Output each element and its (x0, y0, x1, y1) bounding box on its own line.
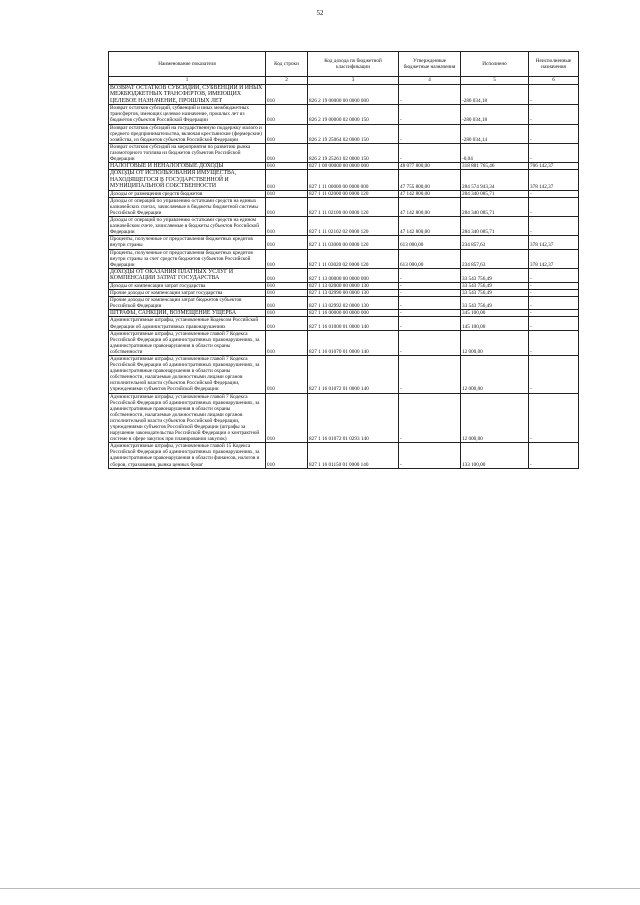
column-number: 1 (109, 77, 266, 85)
row-kbk: 827 1 16 01070 01 0000 140 (308, 330, 399, 355)
table-row (109, 124, 579, 143)
row-executed: 12 000,00 (461, 330, 529, 355)
table-row (109, 443, 579, 468)
row-code: 010 (266, 289, 308, 296)
row-code: 010 (266, 170, 308, 190)
row-name: Доходы от размещения средств бюджетов (109, 190, 266, 197)
row-code: 010 (266, 217, 308, 236)
row-code: 010 (266, 85, 308, 105)
page-footer-line (0, 888, 640, 889)
row-executed: -280 034,18 (461, 105, 529, 124)
row-kbk: 827 1 16 01150 01 0000 140 (308, 443, 399, 468)
row-name: Административные штрафы, установленные главой 15 Кодекса Российской Федерации об административных правонарушениях, за административные правонарушения в области финансов, налогов и сборов, страхования, рынка ценных бумаг (109, 443, 266, 468)
header-code: Код строки (266, 52, 308, 77)
row-unexecuted: - (529, 296, 579, 309)
row-unexecuted: 378 142,37 (529, 249, 579, 268)
row-approved: 47 142 800,00 (399, 197, 461, 216)
row-approved: - (399, 124, 461, 143)
row-code: 010 (266, 197, 308, 216)
table-row (109, 393, 579, 443)
table-row (109, 282, 579, 289)
report-body (109, 85, 579, 469)
header-unexecuted: Неисполненные назначения (529, 52, 579, 77)
table-row (109, 105, 579, 124)
row-name: ДОХОДЫ ОТ ИСПОЛЬЗОВАНИЯ ИМУЩЕСТВА, НАХОДЯЩЕГОСЯ В ГОСУДАРСТВЕННОЙ И МУНИЦИПАЛЬНОЙ СОБСТВЕННОСТИ (109, 170, 266, 190)
row-unexecuted: - (529, 268, 579, 282)
row-name: Возврат остатков субсидий, субвенций и иных межбюджетных трансфертов, имеющих целевое назначение, прошлых лет из бюджетов субъектов Российской Федерации (109, 105, 266, 124)
row-approved: - (399, 282, 461, 289)
row-approved: - (399, 296, 461, 309)
row-unexecuted: - (529, 143, 579, 162)
row-executed: 33 543 756,49 (461, 268, 529, 282)
row-unexecuted: - (529, 105, 579, 124)
header-kbk: Код дохода по бюджетной классификации (308, 52, 399, 77)
row-approved: - (399, 443, 461, 468)
row-name: Доходы от операций по управлению остатками средств на едином казначейском счете, зачисляемые в бюджеты субъектов Российской Федерации (109, 217, 266, 236)
row-executed: 133 100,00 (461, 443, 529, 468)
row-approved: - (399, 289, 461, 296)
row-executed: 345 100,00 (461, 310, 529, 317)
column-number: 2 (266, 77, 308, 85)
column-number: 3 (308, 77, 399, 85)
row-name: Прочие доходы от компенсации затрат государства (109, 289, 266, 296)
header-row (109, 52, 579, 77)
column-number-row (109, 77, 579, 85)
table-row (109, 143, 579, 162)
row-executed: 145 100,00 (461, 317, 529, 330)
row-code: 010 (266, 124, 308, 143)
row-executed: 234 857,63 (461, 236, 529, 249)
row-approved: 47 142 800,00 (399, 217, 461, 236)
table-row (109, 170, 579, 190)
row-unexecuted: 706 142,37 (529, 163, 579, 170)
row-unexecuted: - (529, 124, 579, 143)
row-executed: 284 340 085,71 (461, 197, 529, 216)
table-row (109, 310, 579, 317)
row-name: Проценты, полученные от предоставления бюджетных кредитов внутри страны за счет средств бюджетов субъектов Российской Федерации (109, 249, 266, 268)
row-name: ДОХОДЫ ОТ ОКАЗАНИЯ ПЛАТНЫХ УСЛУГ И КОМПЕНСАЦИИ ЗАТРАТ ГОСУДАРСТВА (109, 268, 266, 282)
row-name: Доходы от операций по управлению остатками средств на единых казначейских счетах, зачисляемые в бюджеты бюджетной системы Российской Федерации (109, 197, 266, 216)
row-code: 010 (266, 143, 308, 162)
row-code: 010 (266, 268, 308, 282)
column-number: 5 (461, 77, 529, 85)
row-kbk: 826 2 19 25261 02 0000 150 (308, 143, 399, 162)
row-name: Возврат остатков субсидий на государственную поддержку малого и среднего предпринимательства, включая крестьянские (фермерские) хозяйства, из бюджетов субъектов Российской Федерации (109, 124, 266, 143)
row-kbk: 827 1 13 00000 00 0000 000 (308, 268, 399, 282)
row-executed: 12 000,00 (461, 393, 529, 443)
row-kbk: 827 1 11 00000 00 0000 000 (308, 170, 399, 190)
table-row (109, 236, 579, 249)
row-kbk: 827 1 11 02102 02 0000 120 (308, 217, 399, 236)
row-unexecuted: - (529, 330, 579, 355)
column-number: 6 (529, 77, 579, 85)
table-row (109, 197, 579, 216)
row-approved: - (399, 330, 461, 355)
table-row (109, 85, 579, 105)
row-executed: 318 881 765,46 (461, 163, 529, 170)
row-code: 010 (266, 393, 308, 443)
row-unexecuted: - (529, 197, 579, 216)
row-kbk: 827 1 13 02992 02 0000 130 (308, 296, 399, 309)
row-executed: -280 034,18 (461, 85, 529, 105)
row-kbk: 827 1 11 03000 00 0000 120 (308, 236, 399, 249)
column-number: 4 (399, 77, 461, 85)
row-approved: 48 077 800,00 (399, 163, 461, 170)
row-name: Проценты, полученные от предоставления бюджетных кредитов внутри страны (109, 236, 266, 249)
row-name: Возврат остатков субсидий на мероприятия по развитию рынка газомоторного топлива из бюджетов субъектов Российской Федерации (109, 143, 266, 162)
page-number: 52 (316, 9, 324, 17)
table-row (109, 296, 579, 309)
table-row (109, 355, 579, 393)
row-name: Административные штрафы, установленные Кодексом Российской Федерации об административных правонарушениях (109, 317, 266, 330)
row-unexecuted: 378 142,37 (529, 170, 579, 190)
row-approved: - (399, 310, 461, 317)
row-name: НАЛОГОВЫЕ И НЕНАЛОГОВЫЕ ДОХОДЫ (109, 163, 266, 170)
row-code: 010 (266, 105, 308, 124)
row-unexecuted: - (529, 310, 579, 317)
row-code: 010 (266, 310, 308, 317)
row-kbk: 827 1 11 03020 02 0000 120 (308, 249, 399, 268)
table-row (109, 249, 579, 268)
row-name: Доходы от компенсации затрат государства (109, 282, 266, 289)
row-unexecuted: - (529, 282, 579, 289)
row-name: Прочие доходы от компенсации затрат бюджетов субъектов Российской Федерации (109, 296, 266, 309)
row-unexecuted: - (529, 393, 579, 443)
row-code: 010 (266, 355, 308, 393)
row-executed: 284 340 085,71 (461, 190, 529, 197)
row-executed: 12 000,00 (461, 355, 529, 393)
row-executed: -0,04 (461, 143, 529, 162)
row-kbk: 826 2 19 00000 02 0000 150 (308, 105, 399, 124)
row-unexecuted: - (529, 355, 579, 393)
header-name: Наименование показателя (109, 52, 266, 77)
row-kbk: 827 1 11 02000 00 0000 120 (308, 190, 399, 197)
row-code: 010 (266, 190, 308, 197)
row-unexecuted: - (529, 443, 579, 468)
row-unexecuted: - (529, 317, 579, 330)
row-kbk: 827 1 16 01072 01 0293 140 (308, 393, 399, 443)
row-kbk: 827 1 13 02990 00 0000 130 (308, 289, 399, 296)
row-approved: - (399, 85, 461, 105)
report-table (108, 51, 579, 469)
row-executed: 33 543 756,49 (461, 296, 529, 309)
row-executed: 33 543 756,49 (461, 282, 529, 289)
row-code: 010 (266, 296, 308, 309)
row-unexecuted: - (529, 289, 579, 296)
row-code: 010 (266, 236, 308, 249)
row-code: 010 (266, 443, 308, 468)
header-approved: Утвержденные бюджетные назначения (399, 52, 461, 77)
table-row (109, 330, 579, 355)
row-approved: - (399, 105, 461, 124)
row-approved: - (399, 393, 461, 443)
table-row (109, 217, 579, 236)
table-row (109, 289, 579, 296)
row-approved: - (399, 317, 461, 330)
row-executed: 284 574 943,34 (461, 170, 529, 190)
row-executed: 284 340 085,71 (461, 217, 529, 236)
table-row (109, 163, 579, 170)
row-kbk: 826 2 19 25064 02 0000 150 (308, 124, 399, 143)
row-approved: 47 142 800,00 (399, 190, 461, 197)
row-unexecuted: - (529, 85, 579, 105)
row-name: Административные штрафы, установленные главой 7 Кодекса Российской Федерации об административных правонарушениях, за административные правонарушения в области охраны собственности (109, 330, 266, 355)
row-kbk: 827 1 16 00000 00 0000 000 (308, 310, 399, 317)
row-kbk: 827 1 00 00000 00 0000 000 (308, 163, 399, 170)
row-name: Административные штрафы, установленные главой 7 Кодекса Российской Федерации об административных правонарушениях, за административные правонарушения в области охраны собственности, налагаемые должностными лицами органов исполнительной власти субъектов Российской Федерации, учреждениями субъектов Российской Федерации (штрафы за нарушение законодательства Российской Федерации о контрактной системе в сфере закупок при планировании закупок) (109, 393, 266, 443)
row-approved: - (399, 268, 461, 282)
row-approved: 613 000,00 (399, 249, 461, 268)
row-code: 010 (266, 330, 308, 355)
table-row (109, 317, 579, 330)
row-kbk: 827 1 13 02000 00 0000 130 (308, 282, 399, 289)
table-row (109, 190, 579, 197)
row-executed: -280 034,14 (461, 124, 529, 143)
row-approved: 47 755 800,00 (399, 170, 461, 190)
row-approved: 613 000,00 (399, 236, 461, 249)
row-kbk: 827 1 11 02100 00 0000 120 (308, 197, 399, 216)
row-code: 010 (266, 163, 308, 170)
row-unexecuted: 378 142,37 (529, 236, 579, 249)
row-approved: - (399, 355, 461, 393)
row-name: ШТРАФЫ, САНКЦИИ, ВОЗМЕЩЕНИЕ УЩЕРБА (109, 310, 266, 317)
row-executed: 234 857,63 (461, 249, 529, 268)
row-unexecuted: - (529, 190, 579, 197)
row-name: ВОЗВРАТ ОСТАТКОВ СУБСИДИЙ, СУБВЕНЦИЙ И ИНЫХ МЕЖБЮДЖЕТНЫХ ТРАНСФЕРТОВ, ИМЕЮЩИХ ЦЕЛЕВОЕ НАЗНАЧЕНИЕ, ПРОШЛЫХ ЛЕТ (109, 85, 266, 105)
row-approved: - (399, 143, 461, 162)
row-code: 010 (266, 249, 308, 268)
row-kbk: 827 1 16 01072 01 0000 140 (308, 355, 399, 393)
table-row (109, 268, 579, 282)
row-executed: 33 543 756,49 (461, 289, 529, 296)
row-kbk: 826 2 19 00000 00 0000 000 (308, 85, 399, 105)
row-code: 010 (266, 317, 308, 330)
header-executed: Исполнено (461, 52, 529, 77)
row-name: Административные штрафы, установленные главой 7 Кодекса Российской Федерации об административных правонарушениях, за административные правонарушения в области охраны собственности, налагаемые должностными лицами органов исполнительной власти субъектов Российской Федерации, учреждениями субъектов Российской Федерации (109, 355, 266, 393)
row-unexecuted: - (529, 217, 579, 236)
row-code: 010 (266, 282, 308, 289)
row-kbk: 827 1 16 01000 01 0000 140 (308, 317, 399, 330)
